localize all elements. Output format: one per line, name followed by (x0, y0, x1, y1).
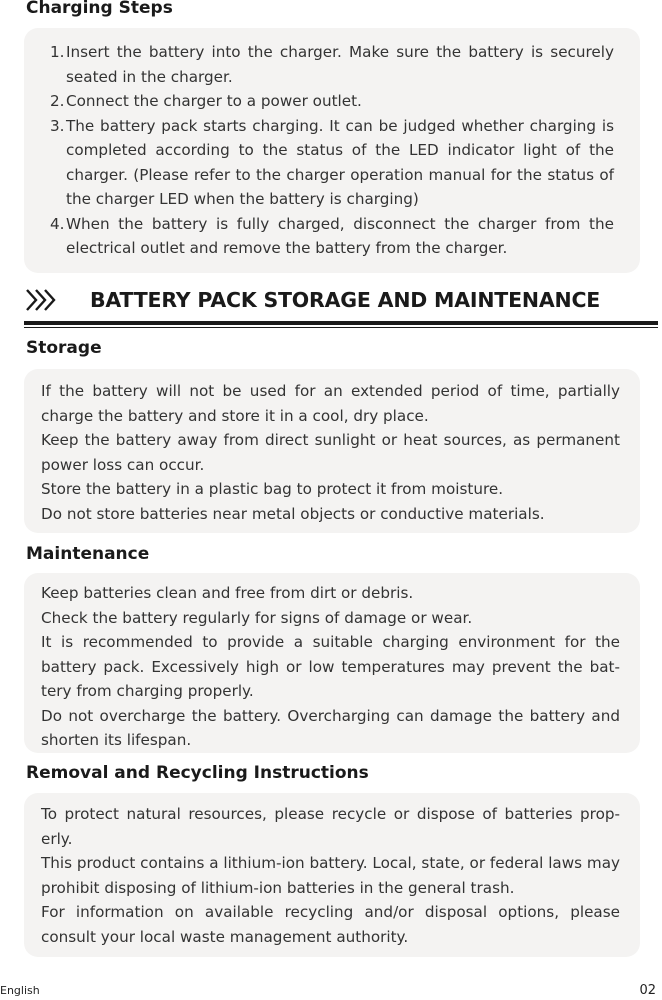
maintenance-heading: Maintenance (26, 544, 150, 564)
storage-box (24, 369, 640, 533)
recycling-paragraph: To protect natural resources, please recycle or dispose of batteries prop-erly. (41, 805, 620, 848)
charging-steps-box (24, 28, 640, 273)
section-divider-thick (24, 321, 658, 325)
recycling-paragraph: For information on available recycling and/or disposal options, please consult your local waste management authority. (41, 903, 620, 946)
list-item: 1. Insert the battery into the charger. Make sure the battery is securely seated in the charger. (50, 43, 614, 86)
list-item: 3. The battery pack starts charging. It can be judged whether charging is completed according to the status of the LED indicator light of the charger. (Please refer to the charger operation manual for the status of the charger LED when the battery is charging) (50, 116, 614, 208)
recycling-heading: Removal and Recycling Instructions (26, 763, 369, 783)
list-item: 2. Connect the charger to a power outlet. (50, 92, 362, 110)
storage-paragraph: Keep the battery away from direct sunlight or heat sources, as permanent power loss can occur. (41, 431, 620, 474)
storage-heading: Storage (26, 338, 102, 358)
recycling-box (24, 793, 640, 957)
storage-paragraph: If the battery will not be used for an extended period of time, partially charge the battery and store it in a cool, dry place. (41, 382, 620, 425)
storage-paragraph: Store the battery in a plastic bag to protect it from moisture. (41, 480, 504, 498)
double-chevron-right-icon (24, 286, 58, 314)
section-title: BATTERY PACK STORAGE AND MAINTENANCE (90, 288, 601, 312)
maintenance-box (24, 573, 640, 753)
page-number: 02 (639, 983, 656, 998)
maintenance-paragraph: It is recommended to provide a suitable charging environment for the battery pack. Excessively high or low temperatures may prevent the bat-tery from charging properly. (41, 633, 620, 700)
maintenance-paragraph: Check the battery regularly for signs of damage or wear. (41, 608, 473, 627)
storage-paragraph: Do not store batteries near metal objects or conductive materials. (41, 504, 545, 523)
maintenance-paragraph: Keep batteries clean and free from dirt or debris. (41, 584, 414, 602)
footer-language: English (0, 984, 40, 997)
recycling-paragraph: This product contains a lithium-ion battery. Local, state, or federal laws may prohibit disposing of lithium-ion batteries in the general trash. (41, 854, 620, 897)
list-item: 4. When the battery is fully charged, disconnect the charger from the electrical outlet and remove the battery from the charger. (50, 214, 614, 257)
section-title-bar (24, 282, 658, 328)
charging-steps-list (34, 40, 614, 261)
maintenance-paragraph: Do not overcharge the battery. Overcharging can damage the battery and shorten its lifespan. (41, 706, 620, 749)
section-divider-thin (24, 327, 658, 328)
charging-steps-heading: Charging Steps (26, 0, 173, 18)
